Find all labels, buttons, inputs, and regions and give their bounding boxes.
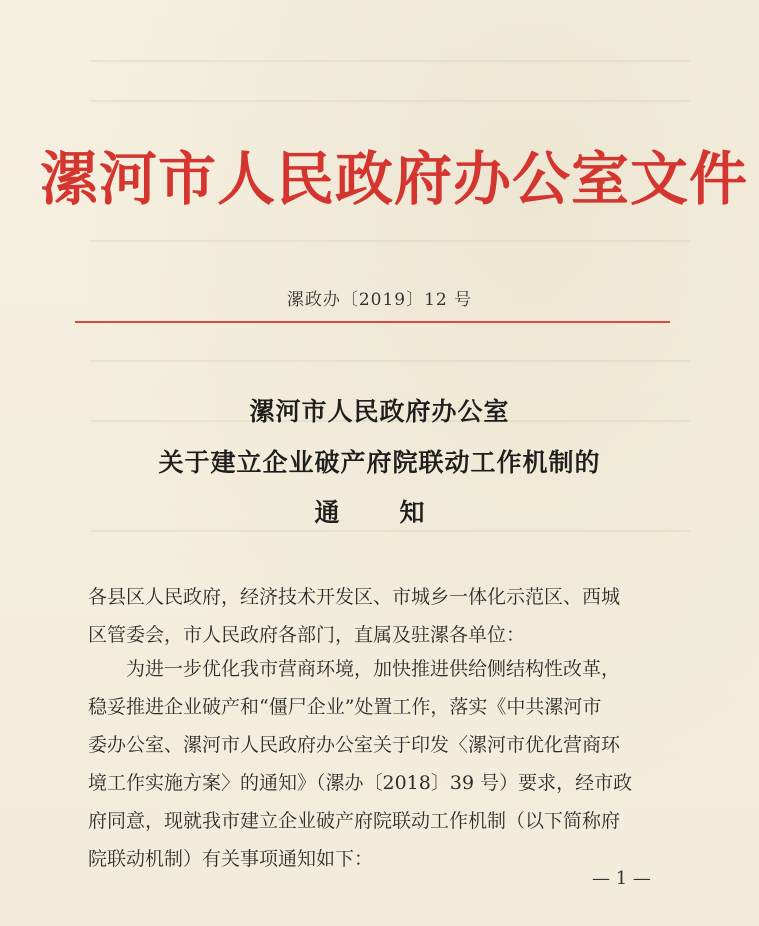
body-paragraph	[88, 650, 688, 878]
page-number: — 1 —	[592, 868, 651, 889]
bleed-through-line	[90, 360, 690, 362]
notice-title-line-3: 通知	[314, 498, 485, 527]
document-header-title: 漯河市人民政府办公室文件	[40, 145, 749, 213]
document-number: 漯政办〔2019〕12 号	[286, 290, 473, 310]
addressee-block	[88, 578, 688, 654]
paragraph-line: 委办公室、漯河市人民政府办公室关于印发〈漯河市优化营商环	[88, 734, 621, 756]
paragraph-line: 境工作实施方案〉的通知》（漯办〔2018〕39 号）要求，经市政	[88, 772, 633, 794]
red-divider-rule	[75, 321, 670, 323]
paragraph-line: 为进一步优化我市营商环境，加快推进供给侧结构性改革，	[126, 658, 621, 680]
notice-title-line-1: 漯河市人民政府办公室	[249, 397, 510, 426]
paragraph-line: 稳妥推进企业破产和“僵尸企业”处置工作，落实《中共漯河市	[88, 696, 602, 718]
addressee-line: 各县区人民政府，经济技术开发区、市城乡一体化示范区、西城	[88, 586, 621, 608]
paragraph-line: 府同意，现就我市建立企业破产府院联动工作机制（以下简称府	[88, 810, 621, 832]
bleed-through-line	[90, 530, 690, 532]
paragraph-line: 院联动机制）有关事项通知如下：	[88, 848, 374, 870]
bleed-through-line	[90, 100, 690, 102]
notice-title-line-2: 关于建立企业破产府院联动工作机制的	[158, 448, 601, 477]
bleed-through-line	[90, 240, 690, 242]
bleed-through-line	[90, 60, 690, 62]
addressee-line: 区管委会，市人民政府各部门，直属及驻漯各单位：	[88, 624, 526, 646]
